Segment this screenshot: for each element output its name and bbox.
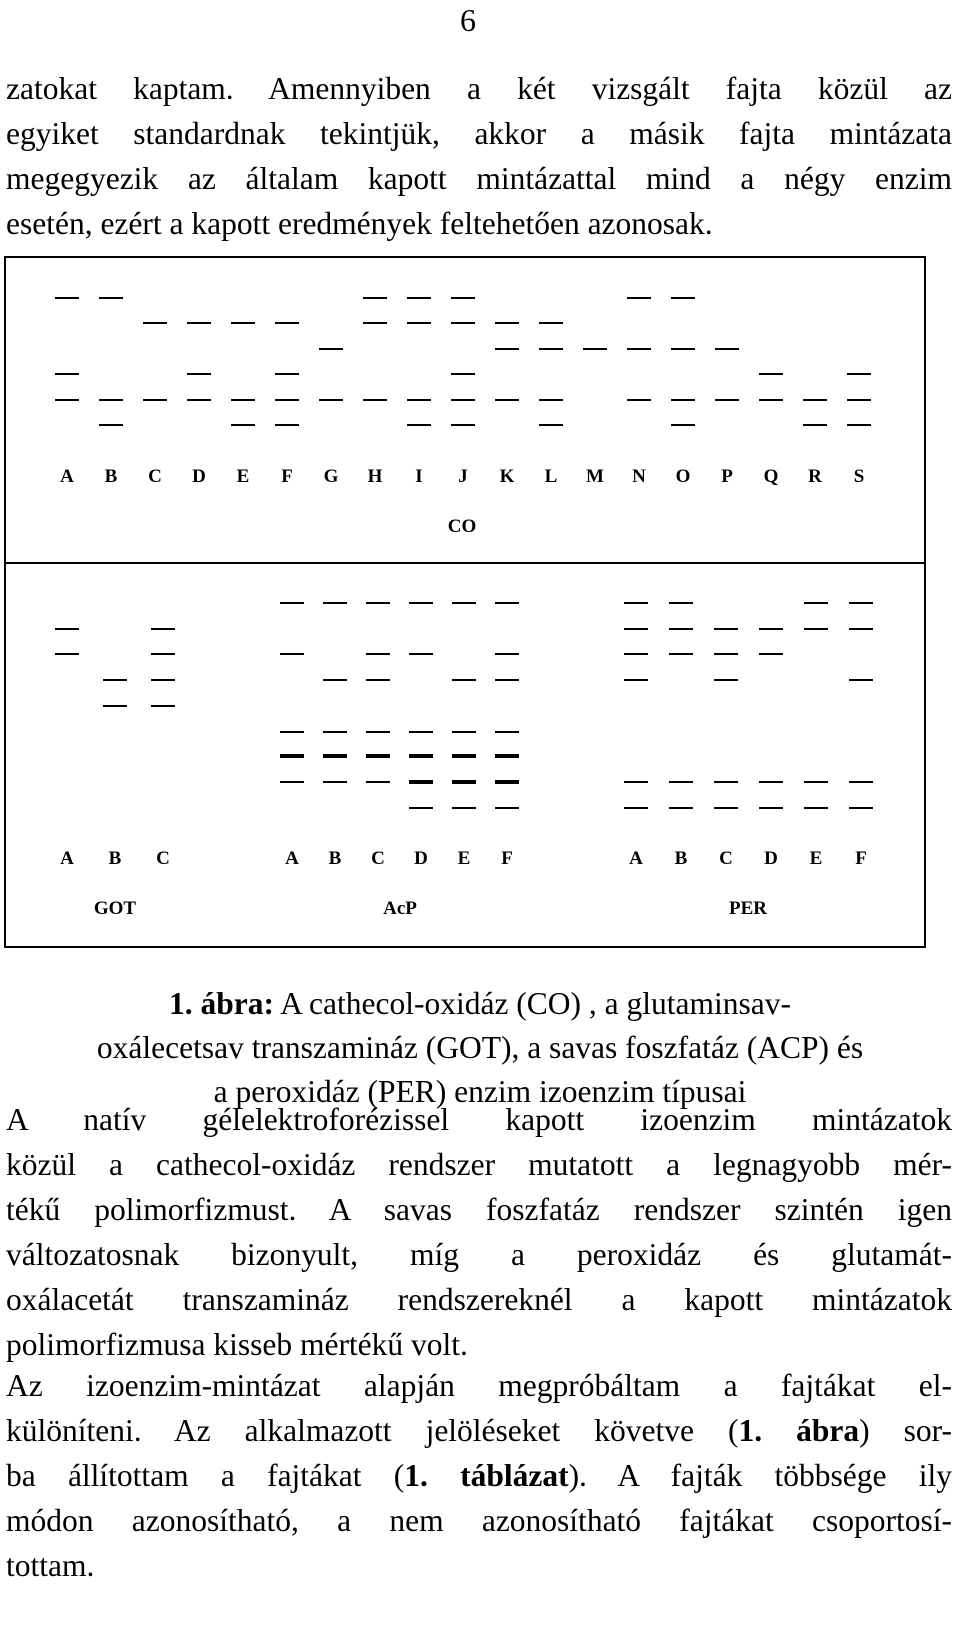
text-line: tékű polimorfizmust. A savas foszfatáz rendszer szintén igen	[6, 1192, 952, 1227]
text-line: zatokat kaptam. Amennyiben a két vizsgált fajta közül az	[6, 71, 952, 106]
text-line: egyiket standardnak tekintjük, akkor a másik fajta mintázata	[6, 116, 952, 151]
lane-label: A	[285, 848, 299, 869]
co-bands	[55, 298, 871, 425]
figure-reference: 1. ábra	[738, 1413, 860, 1448]
lane-label: M	[586, 466, 604, 487]
group-label-got: GOT	[93, 898, 137, 919]
lane-label: R	[808, 466, 822, 487]
lane-label: A	[60, 466, 74, 487]
text-line: ba állítottam a fajtákat (1. táblázat). A fajták többsége ily	[6, 1458, 952, 1493]
group-label-acp: AcP	[383, 898, 417, 919]
text-line: Az izoenzim-mintázat alapján megpróbáltam a fajtákat el-	[6, 1368, 952, 1403]
caption-text: A cathecol-oxidáz (CO) , a glutaminsav-	[274, 986, 791, 1021]
body-paragraph-2	[6, 1363, 952, 1588]
lane-label: A	[60, 848, 74, 869]
lane-label: E	[809, 848, 823, 869]
table-reference: 1. táblázat	[404, 1458, 569, 1493]
figure-caption	[0, 982, 960, 1114]
lane-label: B	[674, 848, 688, 869]
got-bands	[55, 629, 175, 706]
lane-label: P	[721, 466, 733, 487]
group-label-per: PER	[729, 898, 767, 919]
per-bands	[624, 603, 873, 808]
lane-label: J	[458, 466, 468, 487]
lane-label: F	[501, 848, 513, 869]
lane-label: D	[414, 848, 428, 869]
text-line: oxálacetát transzamináz rendszereknél a kapott mintázatok	[6, 1282, 952, 1317]
text-line: közül a cathecol-oxidáz rendszer mutatott a legnagyobb mér-	[6, 1147, 952, 1182]
body-paragraph-1	[6, 1097, 952, 1367]
lane-label: B	[328, 848, 342, 869]
text-line: változatosnak bizonyult, míg a peroxidáz és glutamát-	[6, 1237, 952, 1272]
group-label-co: CO	[447, 516, 477, 537]
lane-label: C	[719, 848, 733, 869]
text-line: módon azonosítható, a nem azonosítható fajtákat csoportosí-	[6, 1503, 952, 1538]
lane-label: K	[499, 466, 515, 487]
text-line: A natív gélelektroforézissel kapott izoenzim mintázatok	[6, 1102, 952, 1137]
text-line: megegyezik az általam kapott mintázattal mind a négy enzim	[6, 161, 952, 196]
lane-label: B	[104, 466, 118, 487]
text-line: különíteni. Az alkalmazott jelöléseket követve (1. ábra) sor-	[6, 1413, 952, 1448]
lane-label: E	[236, 466, 250, 487]
lane-label: N	[632, 466, 646, 487]
lane-label: F	[855, 848, 867, 869]
acp-bands	[280, 603, 519, 808]
lane-labels	[60, 466, 867, 919]
lane-label: L	[544, 466, 558, 487]
lane-label: C	[148, 466, 162, 487]
lane-label: A	[629, 848, 643, 869]
text-line: tottam.	[6, 1548, 95, 1583]
lane-label: H	[367, 466, 383, 487]
lane-label: B	[108, 848, 122, 869]
caption-text: a peroxidáz (PER) enzim izoenzim típusai	[213, 1074, 747, 1109]
lane-label: E	[457, 848, 471, 869]
caption-text: oxálecetsav transzamináz (GOT), a savas foszfatáz (ACP) és	[96, 1030, 864, 1065]
lane-label: O	[675, 466, 691, 487]
lane-label: Q	[763, 466, 779, 487]
lane-label: C	[156, 848, 170, 869]
text-line: esetén, ezért a kapott eredmények feltehetően azonosak.	[6, 206, 713, 241]
page-number: 6	[460, 2, 476, 38]
lane-label: S	[853, 466, 865, 487]
lane-label: G	[323, 466, 339, 487]
lane-label: C	[371, 848, 385, 869]
lane-label: D	[192, 466, 206, 487]
lane-label: I	[415, 466, 423, 487]
lane-label: F	[281, 466, 293, 487]
lane-label: D	[764, 848, 778, 869]
caption-label: 1. ábra:	[169, 986, 275, 1021]
text-line: polimorfizmusa kisseb mértékű volt.	[6, 1327, 468, 1362]
